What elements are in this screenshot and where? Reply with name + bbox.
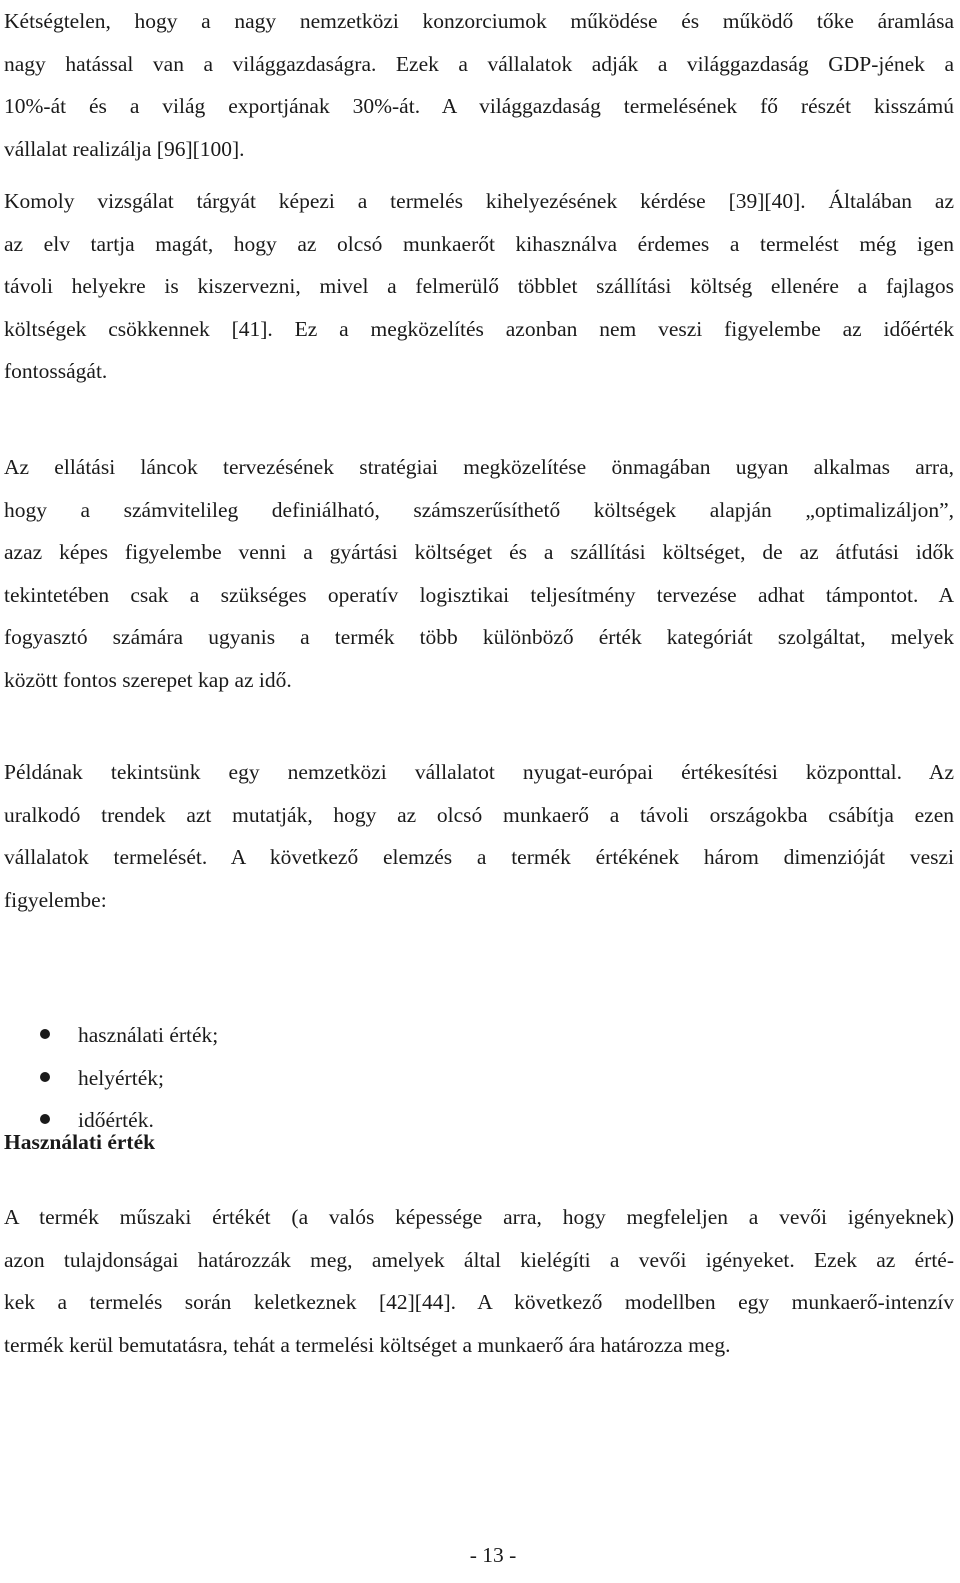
text-line: Az ellátási láncok tervezésének stratégiai megközelítése önmagában ugyan alkalmas arra, xyxy=(4,455,954,479)
paragraph-example xyxy=(4,751,954,921)
text-line: 10%-át és a világ exportjának 30%-át. A világgazdaság termelésének fő részét kisszámú xyxy=(4,94,954,119)
text-line: fogyasztó számára ugyanis a termék több különböző érték kategóriát szolgáltat, melyek xyxy=(4,625,954,650)
text-line: távoli helyekre is kiszervezni, mivel a felmerülő többlet szállítási költség ellenére a fajlagos xyxy=(4,274,954,299)
text-line: költségek csökkennek [41]. Ez a megközelítés azonban nem veszi figyelembe az időérték xyxy=(4,316,954,341)
bullet-icon xyxy=(40,1029,50,1039)
paragraph-supply-chain xyxy=(4,446,954,702)
paragraph-intro xyxy=(4,0,954,170)
list-item-label: időérték. xyxy=(78,1108,154,1133)
text-line: tekintetében csak a szükséges operatív logisztikai teljesítmény tervezése adhat támpontot. A xyxy=(4,582,954,607)
text-line: figyelembe: xyxy=(4,887,107,912)
text-line: A termék műszaki értékét (a valós képessége arra, hogy megfeleljen a vevői igényeknek) xyxy=(4,1205,954,1229)
text-line: kek a termelés során keletkeznek [42][44]. A következő modellben egy munkaerő-intenzív xyxy=(4,1290,954,1315)
paragraph-outsourcing xyxy=(4,180,954,393)
bullet-icon xyxy=(40,1072,50,1082)
text-line: azon tulajdonságai határozzák meg, amelyek által kielégíti a vevői igényeket. Ezek az érté- xyxy=(4,1247,954,1272)
text-line: vállalat realizálja [96][100]. xyxy=(4,136,245,161)
text-line: nagy hatással van a világgazdaságra. Ezek a vállalatok adják a világgazdaság GDP-jének a xyxy=(4,51,954,76)
paragraph-use-value xyxy=(4,1196,954,1366)
text-line: Kétségtelen, hogy a nagy nemzetközi konzorciumok működése és működő tőke áramlása xyxy=(4,9,954,33)
text-line: uralkodó trendek azt mutatják, hogy az olcsó munkaerő a távoli országokba csábítja ezen xyxy=(4,802,954,827)
text-line: vállalatok termelését. A következő elemzés a termék értékének három dimenzióját veszi xyxy=(4,845,954,870)
list-item xyxy=(4,1014,954,1057)
list-item-label: helyérték; xyxy=(78,1065,164,1090)
section-heading: Használati érték xyxy=(4,1130,156,1154)
list-item-label: használati érték; xyxy=(78,1023,219,1047)
page-number: - 13 - xyxy=(469,1543,517,1567)
text-line: az elv tartja magát, hogy az olcsó munkaerőt kihasználva érdemes a termelést még igen xyxy=(4,231,954,256)
text-line: fontosságát. xyxy=(4,359,108,384)
text-line: hogy a számvitelileg definiálható, számszerűsíthető költségek alapján „optimalizáljon”, xyxy=(4,497,954,522)
list-item xyxy=(4,1057,954,1100)
text-line: Példának tekintsünk egy nemzetközi vállalatot nyugat-európai értékesítési központtal. Az xyxy=(4,760,954,784)
text-line: Komoly vizsgálat tárgyát képezi a termelés kihelyezésének kérdése [39][40]. Általában az xyxy=(4,189,954,213)
text-line: azaz képes figyelembe venni a gyártási költséget és a szállítási költséget, de az átfutási idők xyxy=(4,540,954,565)
text-line: között fontos szerepet kap az idő. xyxy=(4,667,292,692)
text-line: termék kerül bemutatásra, tehát a termelési költséget a munkaerő ára határozza meg. xyxy=(4,1332,731,1357)
